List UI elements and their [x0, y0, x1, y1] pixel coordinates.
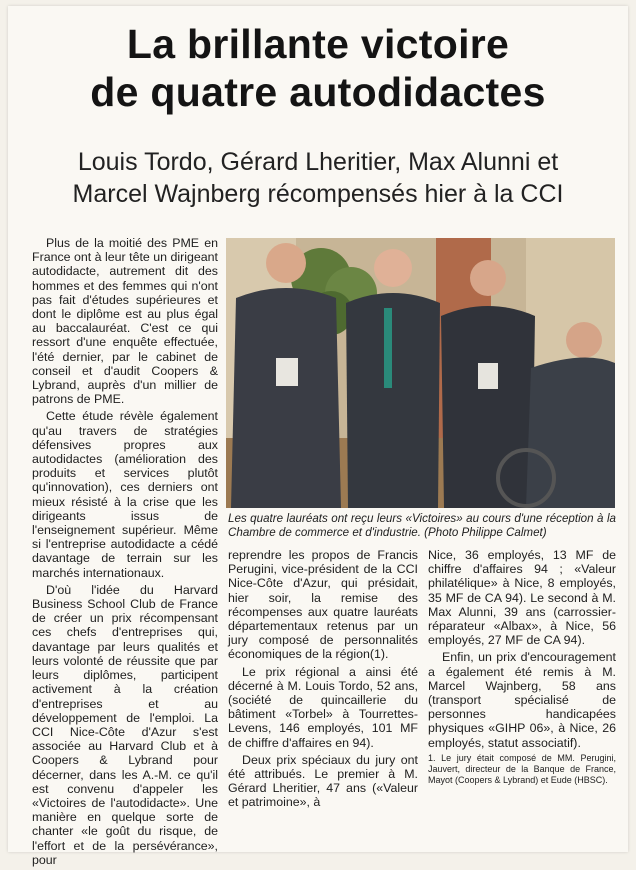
- paragraph: Plus de la moitié des PME en France ont à leur tête un dirigeant autodidacte, autrement dit des hommes et des femmes qui n'ont pas fait d'études supérieures et dont le diplôme est au plus égal au baccalauréat. C'est ce qui ressort d'une enquête effectuée, l'été dernier, par le cabinet de conseil et d'audit Coopers & Lybrand, auprès d'un millier de patrons de PME.: [32, 236, 218, 407]
- paragraph: Deux prix spéciaux du jury ont été attribués. Le premier à M. Gérard Lheritier, 47 ans («Valeur et patrimoine», à: [228, 752, 418, 810]
- subheadline-line-2: Marcel Wajnberg récompensés hier à la CCI: [72, 180, 564, 208]
- paragraph: Le prix régional a ainsi été décerné à M. Louis Tordo, 52 ans, (société de quincaillerie du bâtiment «Torbel» à Tourrettes-Levens, 146 employés, 101 MF de chiffre d'affaires en 94).: [228, 664, 418, 750]
- footnote: 1. Le jury était composé de MM. Perugini, Jauvert, directeur de la Banque de France, Mayot (Coopers & Lybrand) et Eude (HBSC).: [428, 752, 616, 785]
- headline-line-1: La brillante victoire: [126, 21, 510, 67]
- subheadline-line-1: Louis Tordo, Gérard Lheritier, Max Alunni et: [77, 148, 559, 176]
- paragraph: reprendre les propos de Francis Perugini, vice-président de la CCI Nice-Côte d'Azur, qui présidait, hier soir, la remise des récompenses aux quatre lauréats départementaux retenus par un jury composé de personnalités économiques de la région(1).: [228, 548, 418, 662]
- paragraph: Cette étude révèle également qu'au travers de stratégies défensives propres aux autodidactes (amélioration des produits et services plutôt qu'innovation), ces derniers ont mieux résisté à la crise que les dirigeants issus de l'enseignement supérieur. Même si l'entreprise autodidacte a cédé davantage de terrain sur les marchés internationaux.: [32, 409, 218, 580]
- article-column-3: [428, 548, 616, 789]
- paragraph: Enfin, un prix d'encouragement a également été remis à M. Marcel Wajnberg, 58 ans (transport spécialisé de personnes handicapées physiques «GIHP 06», à Nice, 26 employés, statut associatif).: [428, 650, 616, 750]
- subheadline: [0, 146, 636, 210]
- paragraph: Nice, 36 employés, 13 MF de chiffre d'affaires 94 ; «Valeur philatélique» à Nice, 8 employés, 35 MF de CA 94). Le second à M. Max Alunni, 39 ans (carrossier-réparateur «Albax», à Nice, 56 employés, 27 MF de CA 94).: [428, 548, 616, 648]
- paragraph: D'où l'idée du Harvard Business School Club de France de créer un prix récompensant ces chefs d'entreprises qui, davantage par leurs qualités et leurs volonté de réussite que par leurs diplômes, participent activement à la création d'entreprises et au développement de l'emploi. La CCI Nice-Côte d'Azur s'est associée au Harvard Club et à Coopers & Lybrand pour décerner, dans les A.-M. ce qu'il est convenu d'appeler les «Victoires de l'autodidacte». Une manière en quelque sorte de chanter «le goût du risque, de l'effort et de la persévérance», pour: [32, 582, 218, 867]
- article-column-2: [228, 548, 418, 813]
- headline-line-2: de quatre autodidactes: [90, 69, 546, 115]
- photo-caption: Les quatre lauréats ont reçu leurs «Victoires» au cours d'une réception à la Chambre de commerce et d'industrie. (Photo Philippe Calmet): [228, 512, 616, 539]
- headline: [0, 20, 636, 116]
- photo-illustration: [226, 238, 615, 508]
- laureates-photo: [226, 238, 615, 508]
- article-column-1: [32, 236, 218, 870]
